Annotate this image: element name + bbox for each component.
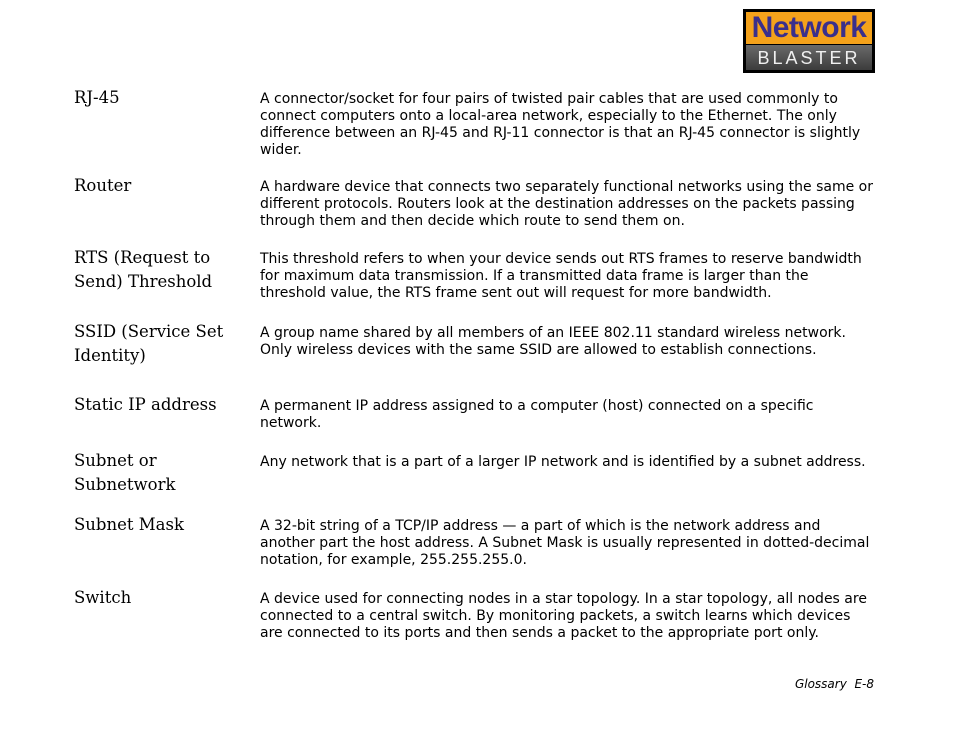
glossary-definition: A hardware device that connects two separately functional networks using the same or different protocols. Routers look at the destination addresses on the packets passing through them and then decide which route to send them on.: [260, 179, 873, 229]
network-blaster-logo: [743, 9, 875, 73]
glossary-definition: This threshold refers to when your device sends out RTS frames to reserve bandwidth for maximum data transmission. If a transmitted data frame is larger than the threshold value, the RTS frame sent out will request for more bandwidth.: [260, 251, 862, 301]
glossary-term: RTS (Request to Send) Threshold: [74, 248, 213, 291]
glossary-term: Subnet or Subnetwork: [74, 451, 176, 494]
glossary-definition: A permanent IP address assigned to a computer (host) connected on a specific network.: [260, 398, 814, 431]
glossary-definition: A device used for connecting nodes in a star topology. In a star topology, all nodes are connected to a central switch. By monitoring packets, a switch learns which devices are connected to its ports and then sends a packet to the appropriate port only.: [260, 591, 867, 641]
glossary-term: RJ-45: [74, 88, 120, 107]
glossary-term: Static IP address: [74, 395, 217, 414]
glossary-definition: A connector/socket for four pairs of twisted pair cables that are used commonly to connect computers onto a local-area network, especially to the Ethernet. The only difference between an RJ-45 and RJ-11 connector is that an RJ-45 connector is slightly wider.: [260, 91, 861, 158]
glossary-term: Subnet Mask: [74, 515, 184, 534]
logo-top-text: Network: [751, 11, 867, 44]
glossary-term: Router: [74, 176, 132, 195]
logo-bottom-band: [746, 45, 872, 70]
logo-bottom-text: BLASTER: [757, 47, 861, 68]
glossary-definition: A group name shared by all members of an IEEE 802.11 standard wireless network. Only wireless devices with the same SSID are allowed to establish connections.: [260, 325, 846, 358]
logo-top-band: [746, 12, 872, 44]
footer-section: Glossary: [794, 677, 847, 691]
footer-page-number: E-8: [854, 677, 874, 691]
glossary-term: SSID (Service Set Identity): [74, 322, 224, 365]
glossary-definition: A 32-bit string of a TCP/IP address — a part of which is the network address and another part the host address. A Subnet Mask is usually represented in dotted-decimal notation, for example, 255.255.255.0.: [260, 518, 870, 568]
page-footer: [795, 677, 874, 691]
glossary-term: Switch: [74, 588, 132, 607]
glossary-definition: Any network that is a part of a larger IP network and is identified by a subnet address.: [260, 454, 866, 470]
